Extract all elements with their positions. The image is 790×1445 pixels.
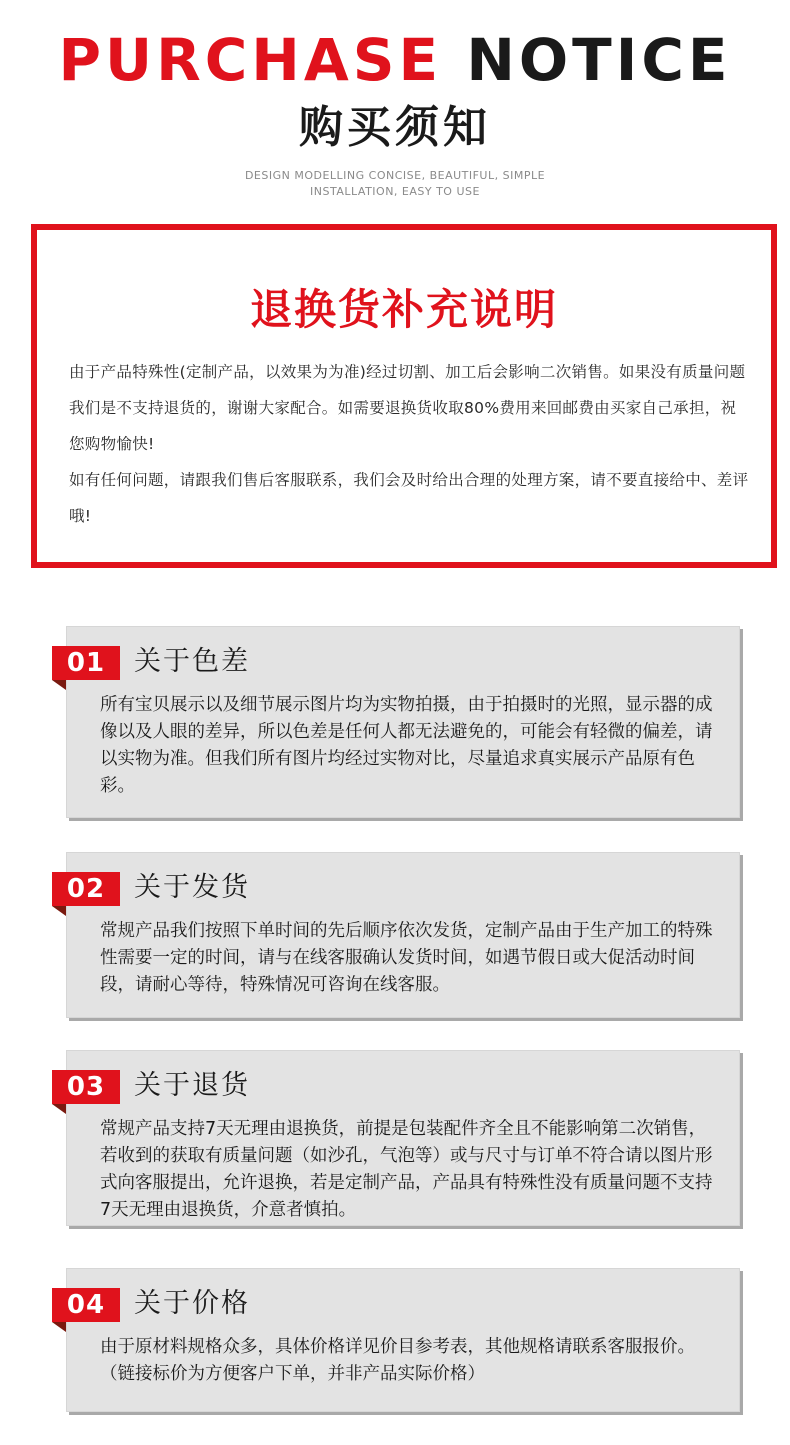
notice-body: [69, 354, 749, 534]
section-body: 常规产品我们按照下单时间的先后顺序依次发货，定制产品由于生产加工的特殊性需要一定的时间，请与在线客服确认发货时间，如遇节假日或大促活动时间段，请耐心等待，特殊情况可咨询在线客服。: [100, 921, 713, 995]
section-number-badge: 01: [52, 646, 120, 680]
notice-paragraph-1: 由于产品特殊性(定制产品，以效果为为准)经过切割、加工后会影响二次销售。如果没有质量问题我们是不支持退货的，谢谢大家配合。如需要退换货收取80%费用来回邮费由买家自己承担，祝您购物愉快!: [69, 363, 746, 453]
title-en-dark: NOTICE: [466, 26, 732, 94]
page-title-cn: 购买须知: [299, 102, 491, 153]
section-card-shipping: [66, 852, 740, 1018]
section-card-color: [66, 626, 740, 818]
section-body: 所有宝贝展示以及细节展示图片均为实物拍摄，由于拍摄时的光照，显示器的成像以及人眼的差异，所以色差是任何人都无法避免的，可能会有轻微的偏差，请以实物为准。但我们所有图片均经过实物对比，尽量追求真实展示产品原有色彩。: [100, 695, 713, 796]
section-number-badge: 03: [52, 1070, 120, 1104]
section-card-returns: [66, 1050, 740, 1226]
page-subtitle: [0, 168, 790, 200]
section-title: 关于退货: [134, 1070, 250, 1101]
section-number-badge: 04: [52, 1288, 120, 1322]
notice-paragraph-2: 如有任何问题，请跟我们售后客服联系，我们会及时给出合理的处理方案，请不要直接给中、差评哦!: [69, 471, 749, 525]
return-notice-box: [31, 224, 777, 568]
badge-fold: [52, 680, 66, 690]
section-title: 关于价格: [134, 1288, 250, 1319]
title-en-red: PURCHASE: [58, 26, 443, 94]
section-body: 由于原材料规格众多，具体价格详见价目参考表，其他规格请联系客服报价。（链接标价为方便客户下单，并非产品实际价格）: [100, 1337, 695, 1384]
badge-fold: [52, 906, 66, 916]
section-title: 关于色差: [134, 646, 250, 677]
subtitle-line-2: INSTALLATION, EASY TO USE: [310, 185, 480, 198]
section-number-badge: 02: [52, 872, 120, 906]
notice-title: 退换货补充说明: [249, 285, 558, 334]
section-card-price: [66, 1268, 740, 1412]
subtitle-line-1: DESIGN MODELLING CONCISE, BEAUTIFUL, SIMPLE: [244, 169, 546, 182]
badge-fold: [52, 1322, 66, 1332]
badge-fold: [52, 1104, 66, 1114]
section-body: 常规产品支持7天无理由退换货，前提是包装配件齐全且不能影响第二次销售，若收到的获取有质量问题（如沙孔，气泡等）或与尺寸与订单不符合请以图片形式向客服提出，允许退换，若是定制产品，产品具有特殊性没有质量问题不支持7天无理由退换货，介意者慎拍。: [100, 1119, 713, 1220]
section-title: 关于发货: [134, 872, 250, 903]
page-title-en: [0, 28, 790, 92]
